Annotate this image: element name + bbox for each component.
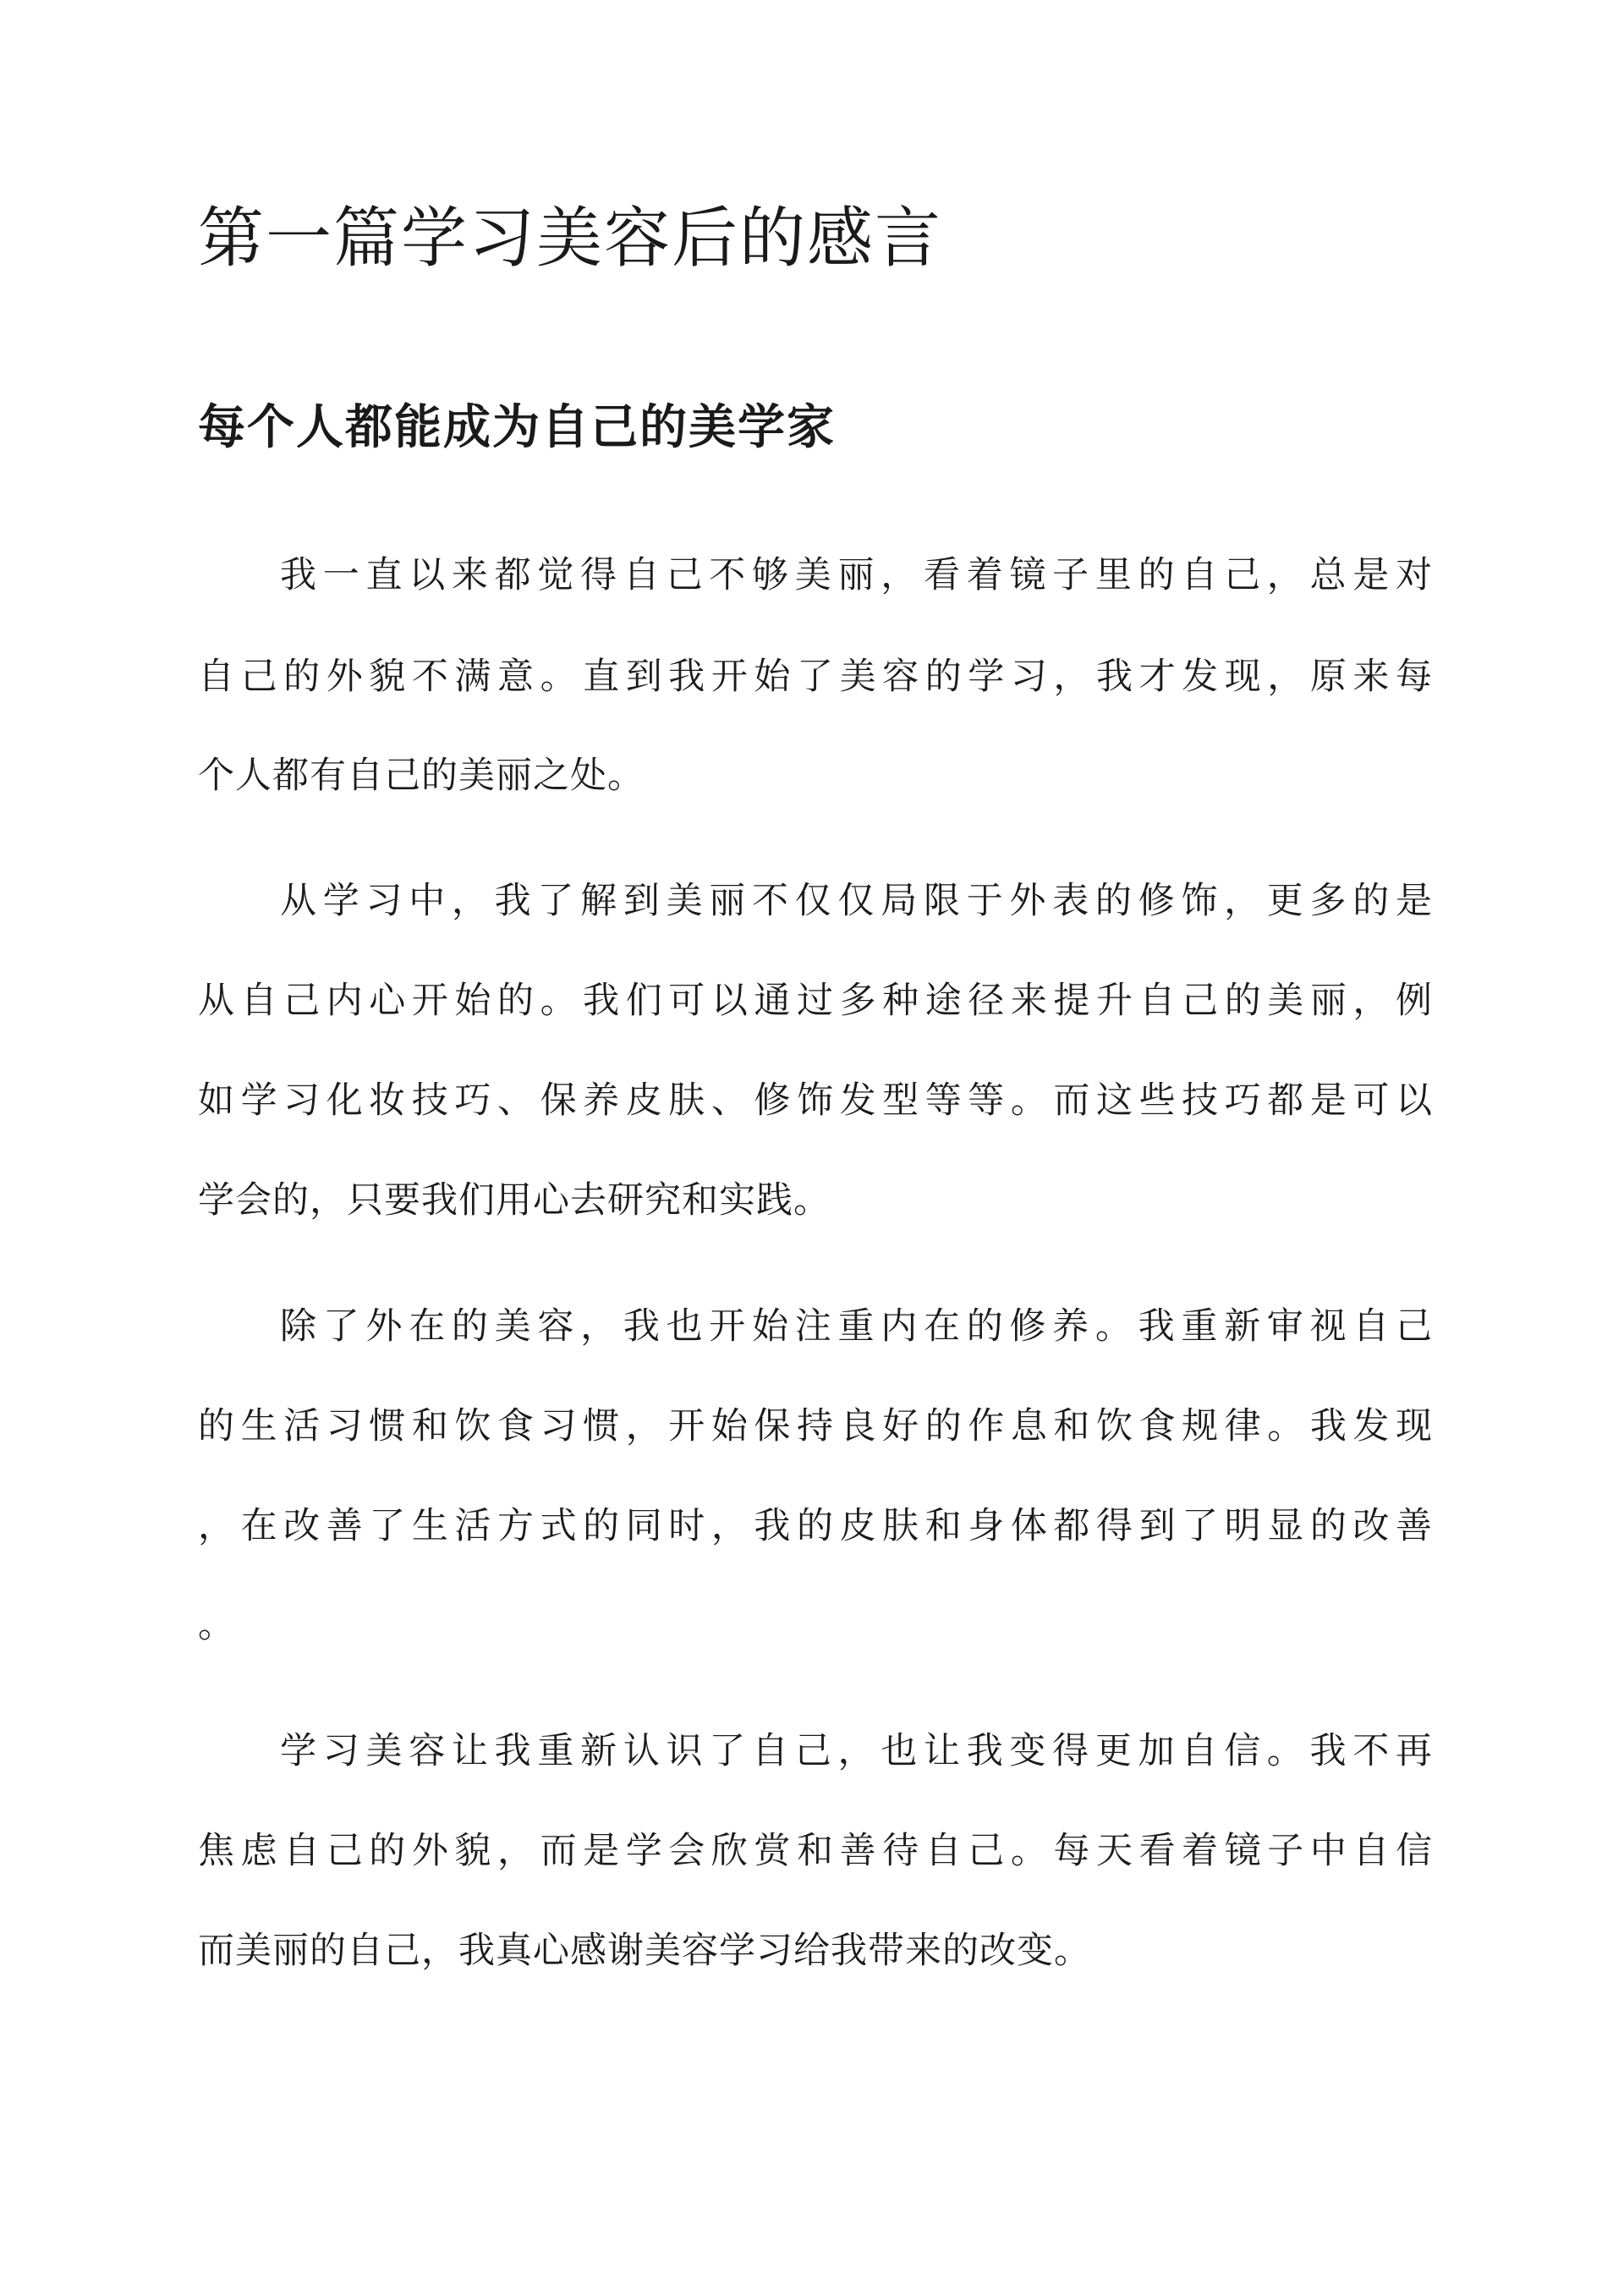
paragraph-line: 从学习中，我了解到美丽不仅仅局限于外表的修饰，更多的是 xyxy=(280,880,1433,922)
paragraph-line: 。 xyxy=(198,1604,235,1646)
paragraph-line: ，在改善了生活方式的同时，我的皮肤和身体都得到了明显的改善 xyxy=(198,1505,1433,1547)
paragraph-line: 学会的，只要我们用心去研究和实践。 xyxy=(198,1179,831,1222)
paragraph-line: 我一直以来都觉得自己不够美丽，看着镜子里的自己，总是对 xyxy=(280,554,1433,596)
paragraph-line: 的生活习惯和饮食习惯，开始保持良好的作息和饮食规律。我发现 xyxy=(198,1405,1433,1447)
document-title: 第一篇学习美容后的感言 xyxy=(198,200,943,277)
paragraph-line: 除了外在的美容，我也开始注重内在的修养。我重新审视自己 xyxy=(280,1305,1433,1348)
paragraph-line: 如学习化妆技巧、保养皮肤、修饰发型等等。而这些技巧都是可以 xyxy=(198,1079,1433,1122)
document-subtitle: 每个人都能成为自己的美学家 xyxy=(198,399,836,455)
paragraph-line: 焦虑自己的外貌，而是学会欣赏和善待自己。每天看着镜子中自信 xyxy=(198,1830,1433,1872)
paragraph-line: 从自己内心开始的。我们可以通过多种途径来提升自己的美丽，例 xyxy=(198,980,1433,1022)
paragraph-line: 学习美容让我重新认识了自己，也让我变得更加自信。我不再 xyxy=(280,1730,1433,1772)
paragraph-line: 而美丽的自己，我真心感谢美容学习给我带来的改变。 xyxy=(198,1930,1091,1972)
paragraph-line: 个人都有自己的美丽之处。 xyxy=(198,755,645,797)
paragraph-line: 自己的外貌不满意。直到我开始了美容的学习，我才发现，原来每 xyxy=(198,656,1433,698)
